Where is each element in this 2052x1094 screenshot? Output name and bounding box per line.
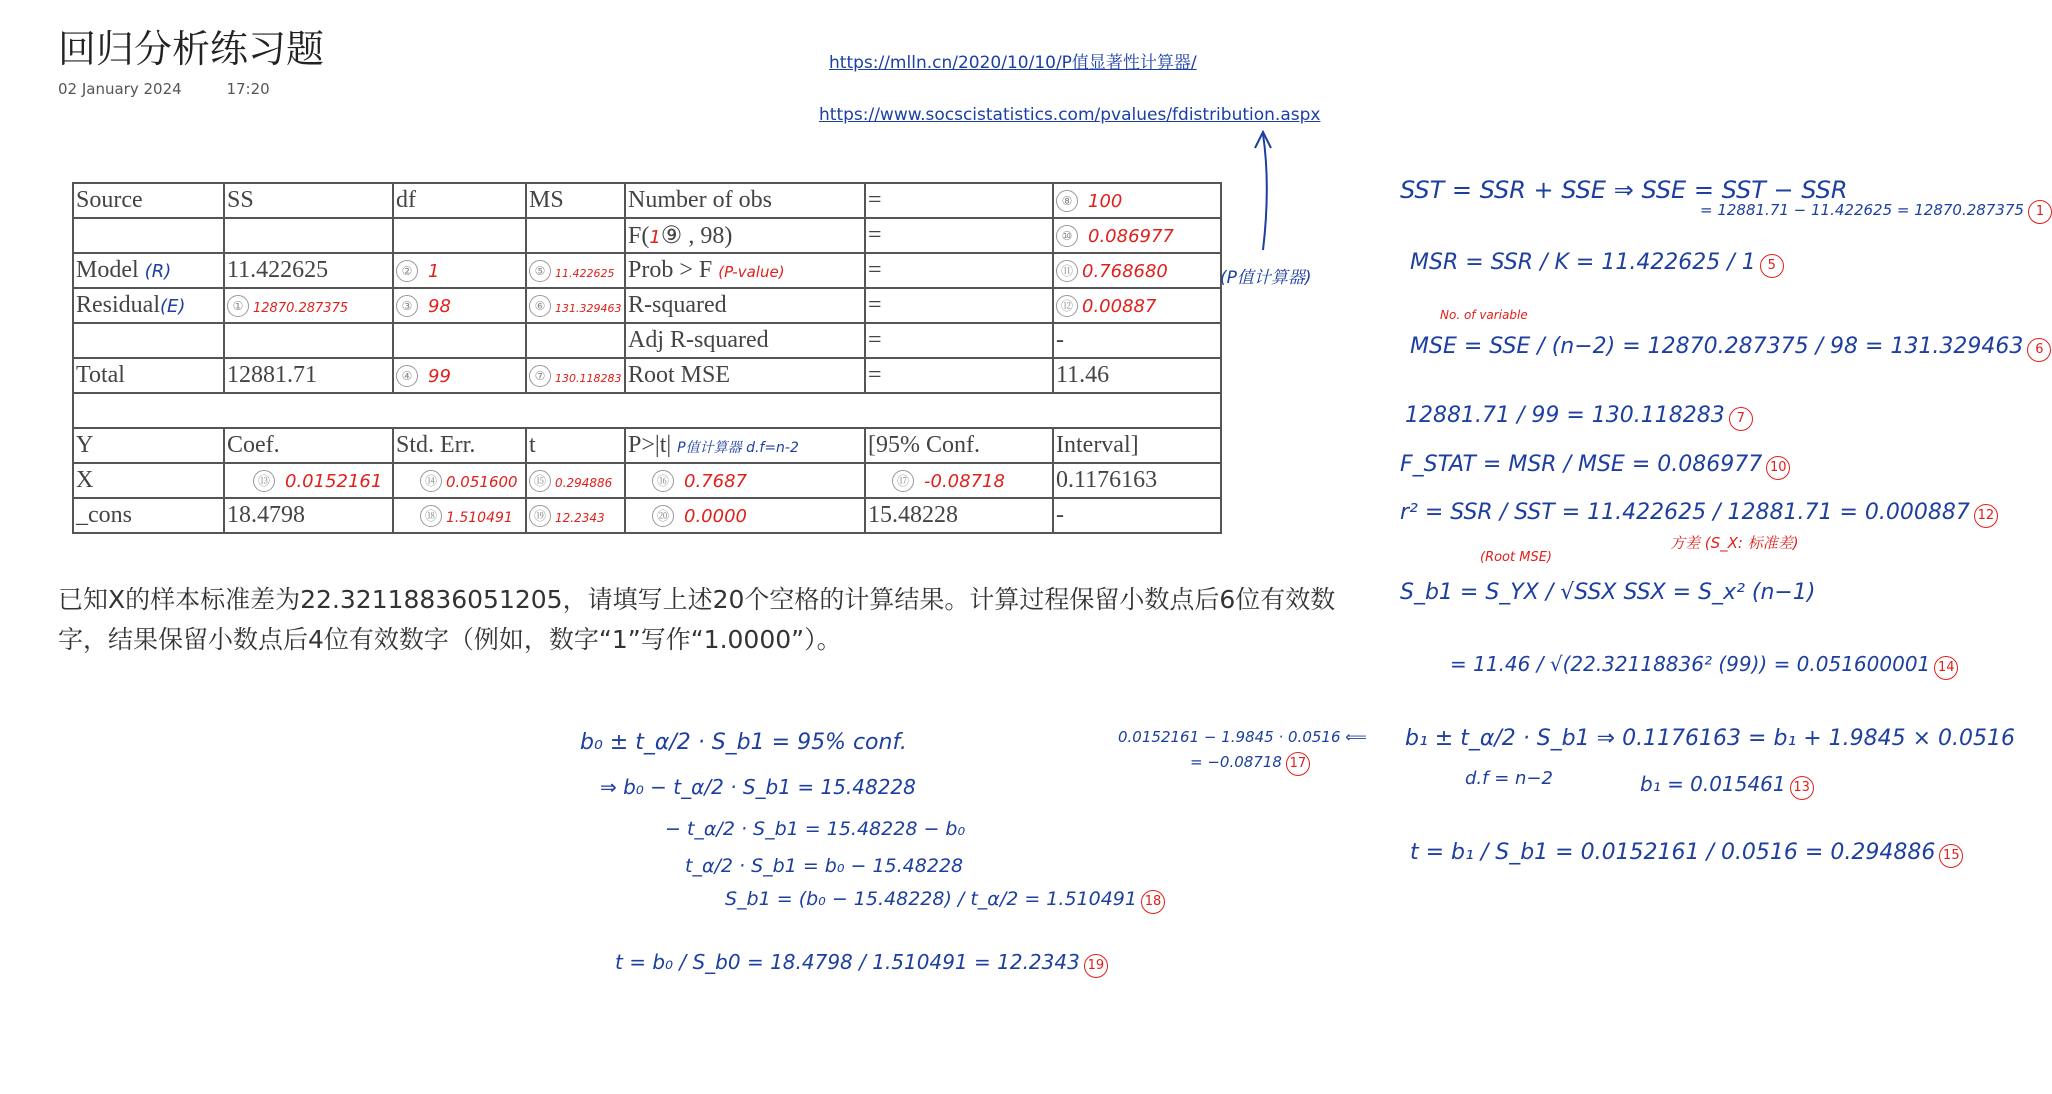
note-rsq bbox=[1400, 500, 1998, 528]
page-meta bbox=[58, 80, 310, 98]
blank-number: ⑳ bbox=[652, 505, 674, 527]
header-ss: SS bbox=[224, 183, 393, 218]
blank-number: ⑤ bbox=[529, 260, 551, 282]
table-row bbox=[73, 323, 1221, 358]
answer: 12870.287375 bbox=[253, 301, 349, 316]
answer: 98 bbox=[428, 296, 451, 317]
note-no-variable: No. of variable bbox=[1440, 308, 1528, 322]
note-text: t_α/2 · S_b1 = b₀ − 15.48228 bbox=[685, 855, 964, 877]
spacer-row bbox=[73, 393, 1221, 428]
blank-number: ① bbox=[227, 295, 249, 317]
note: (E) bbox=[160, 296, 186, 317]
answer: 131.329463 bbox=[555, 302, 622, 315]
label-text: P>|t| bbox=[628, 432, 672, 458]
blank-number: ⑰ bbox=[892, 470, 914, 492]
empty-cell bbox=[526, 323, 625, 358]
blank-number: ⑦ bbox=[529, 365, 551, 387]
table-row bbox=[73, 498, 1221, 533]
note-t-b1 bbox=[1410, 840, 1963, 868]
cell-cons-p bbox=[625, 498, 865, 533]
pvalue-calc-note: (P值计算器) bbox=[1220, 268, 1312, 288]
cell-model-ms bbox=[526, 253, 625, 288]
header-t: t bbox=[526, 428, 625, 463]
note-text: − t_α/2 · S_b1 = 15.48228 − b₀ bbox=[665, 818, 966, 840]
label-total: Total bbox=[73, 358, 224, 393]
header-interval: Interval] bbox=[1053, 428, 1221, 463]
answer: 0.086977 bbox=[1088, 226, 1174, 247]
note-conf-4 bbox=[685, 855, 963, 877]
cell-x-lo bbox=[865, 463, 1053, 498]
answer: 1 bbox=[428, 261, 440, 282]
table-row bbox=[73, 358, 1221, 393]
answer: 0.7687 bbox=[684, 471, 747, 492]
label-adjrsq: Adj R-squared bbox=[625, 323, 865, 358]
note-text: ⇒ b₀ − t_α/2 · S_b1 = 15.48228 bbox=[600, 775, 916, 799]
pvalue-calculator-link[interactable]: https://mlln.cn/2020/10/10/P值显著性计算器/ bbox=[829, 53, 1197, 73]
answer-circle: 10 bbox=[1766, 456, 1790, 480]
answer: 11.422625 bbox=[555, 267, 615, 280]
answer: 0.768680 bbox=[1082, 261, 1168, 282]
answer: 0.00887 bbox=[1082, 296, 1157, 317]
note-sse-calc bbox=[1700, 200, 2052, 224]
table-row bbox=[73, 288, 1221, 323]
label-f bbox=[625, 218, 865, 253]
blank-number: ⑬ bbox=[253, 470, 275, 492]
label-nobs: Number of obs bbox=[625, 183, 865, 218]
cell-total-df bbox=[393, 358, 526, 393]
header-ms: MS bbox=[526, 183, 625, 218]
question-text: 已知X的样本标准差为22.32118836051205，请填写上述20个空格的计算结果。计算过程保留小数点后6位有效数字，结果保留小数点后4位有效数字（例如，数字“1”写作“1.0000”）。 bbox=[58, 585, 1336, 654]
note-text: r² = SSR / SST = 11.422625 / 12881.71 = 0.000887 bbox=[1400, 500, 1970, 525]
note-t-b0 bbox=[615, 950, 1108, 978]
table-row bbox=[73, 463, 1221, 498]
cell-total-ss: 12881.71 bbox=[224, 358, 393, 393]
cell-model-df bbox=[393, 253, 526, 288]
equals: = bbox=[865, 323, 1053, 358]
answer: 12.2343 bbox=[555, 511, 605, 525]
note-text: b₁ ± t_α/2 · S_b1 ⇒ 0.1176163 = b₁ + 1.9845 × 0.0516 bbox=[1405, 726, 2016, 751]
cell-rsq bbox=[1053, 288, 1221, 323]
note-text: = 11.46 / √(22.32118836² (99)) = 0.051600001 bbox=[1450, 652, 1931, 676]
label-x: X bbox=[73, 463, 224, 498]
label-text: Residual bbox=[76, 292, 160, 318]
answer: -0.08718 bbox=[924, 471, 1005, 492]
equals: = bbox=[865, 218, 1053, 253]
note-b1 bbox=[1405, 726, 2015, 751]
note-std-dev: 方差 (S_X: 标准差) bbox=[1670, 534, 1799, 552]
cell-x-coef bbox=[224, 463, 393, 498]
note: (R) bbox=[144, 261, 172, 282]
cell-rootmse: 11.46 bbox=[1053, 358, 1221, 393]
cell-cons-se bbox=[393, 498, 526, 533]
cell-resid-df bbox=[393, 288, 526, 323]
blank-number: ② bbox=[396, 260, 418, 282]
cell-f bbox=[1053, 218, 1221, 253]
note-text: F_STAT = MSR / MSE = 0.086977 bbox=[1400, 452, 1763, 477]
label-cons: _cons bbox=[73, 498, 224, 533]
answer-circle: 15 bbox=[1939, 844, 1963, 868]
blank-number: ⑮ bbox=[529, 470, 551, 492]
note-text: b₁ = 0.015461 bbox=[1640, 772, 1786, 796]
note-text: 0.0152161 − 1.9845 · 0.0516 ⟸ bbox=[1118, 728, 1367, 746]
table-row bbox=[73, 253, 1221, 288]
note-total-ms bbox=[1405, 403, 1753, 431]
note-text: SST = SSR + SSE ⇒ SSE = SST − SSR bbox=[1400, 176, 1848, 204]
answer: 99 bbox=[428, 366, 451, 387]
answer: 0.0152161 bbox=[285, 471, 383, 492]
answer: 1.510491 bbox=[446, 510, 513, 526]
cell-cons-lo: 15.48228 bbox=[865, 498, 1053, 533]
note-conf-3 bbox=[665, 818, 965, 840]
note: P值计算器 d.f=n-2 bbox=[677, 440, 799, 456]
note-root-mse: (Root MSE) bbox=[1480, 550, 1552, 565]
blank-number: ⑫ bbox=[1056, 295, 1078, 317]
header-coef: Coef. bbox=[224, 428, 393, 463]
equals: = bbox=[865, 288, 1053, 323]
blank-number: ③ bbox=[396, 295, 418, 317]
note-df bbox=[1465, 768, 1553, 789]
note-lower-bound bbox=[1118, 728, 1367, 746]
answer-circle: 19 bbox=[1084, 954, 1108, 978]
label-text: F( bbox=[628, 223, 650, 249]
answer-circle: 13 bbox=[1790, 776, 1814, 800]
note-lower-bound-val bbox=[1190, 752, 1310, 776]
note-sb1-calc bbox=[1450, 652, 1958, 680]
answer: 0.0000 bbox=[684, 506, 747, 527]
header-se: Std. Err. bbox=[393, 428, 526, 463]
label-text: ⑨ , 98) bbox=[660, 223, 733, 249]
blank-number: ⑯ bbox=[652, 470, 674, 492]
equals: = bbox=[865, 358, 1053, 393]
note-text: = −0.08718 bbox=[1190, 753, 1282, 771]
header-source: Source bbox=[73, 183, 224, 218]
answer: 0.294886 bbox=[555, 476, 613, 490]
note-conf-2 bbox=[600, 775, 916, 799]
note-text: t = b₀ / S_b0 = 18.4798 / 1.510491 = 12.2343 bbox=[615, 950, 1080, 974]
cell-x-se bbox=[393, 463, 526, 498]
answer-circle: 7 bbox=[1729, 407, 1753, 431]
label-rootmse: Root MSE bbox=[625, 358, 865, 393]
note-fstat bbox=[1400, 452, 1790, 480]
table-row bbox=[73, 218, 1221, 253]
note-text: t = b₁ / S_b1 = 0.0152161 / 0.0516 = 0.294886 bbox=[1410, 840, 1936, 865]
label-model bbox=[73, 253, 224, 288]
label-residual bbox=[73, 288, 224, 323]
arrow-up-icon bbox=[1250, 128, 1280, 258]
blank-number: ⑩ bbox=[1056, 225, 1078, 247]
cell-total-ms bbox=[526, 358, 625, 393]
note-text: = 12881.71 − 11.422625 = 12870.287375 bbox=[1700, 201, 2024, 219]
cell-adjrsq: - bbox=[1053, 323, 1221, 358]
cell-cons-hi: - bbox=[1053, 498, 1221, 533]
cell-x-t bbox=[526, 463, 625, 498]
note-sb0 bbox=[725, 888, 1165, 914]
blank-number: ⑥ bbox=[529, 295, 551, 317]
blank-number: ④ bbox=[396, 365, 418, 387]
answer-circle: 5 bbox=[1760, 254, 1784, 278]
label-text: Prob > F bbox=[628, 257, 713, 283]
equals: = bbox=[865, 183, 1053, 218]
header-y: Y bbox=[73, 428, 224, 463]
empty-cell bbox=[393, 323, 526, 358]
cell-model-ss: 11.422625 bbox=[224, 253, 393, 288]
page-date: 02 January 2024 bbox=[58, 80, 182, 98]
empty-cell bbox=[73, 323, 224, 358]
label-probf bbox=[625, 253, 865, 288]
page-time: 17:20 bbox=[226, 80, 270, 98]
note-text: b₀ ± t_α/2 · S_b1 = 95% conf. bbox=[580, 730, 907, 755]
answer: 100 bbox=[1088, 191, 1123, 212]
table-row bbox=[73, 393, 1221, 428]
answer-circle: 14 bbox=[1934, 656, 1958, 680]
note-b1-val bbox=[1640, 772, 1814, 800]
regression-table bbox=[72, 182, 1222, 534]
cell-nobs bbox=[1053, 183, 1221, 218]
answer-circle: 17 bbox=[1286, 752, 1310, 776]
note-conf bbox=[580, 730, 907, 755]
blank-number: ⑲ bbox=[529, 505, 551, 527]
blank-number: ⑭ bbox=[420, 470, 442, 492]
note-text: d.f = n−2 bbox=[1465, 768, 1553, 789]
cell-cons-t bbox=[526, 498, 625, 533]
table-row bbox=[73, 428, 1221, 463]
answer: 0.051600 bbox=[446, 473, 518, 491]
label-rsq: R-squared bbox=[625, 288, 865, 323]
note-mse bbox=[1410, 334, 2051, 362]
answer-circle: 18 bbox=[1141, 890, 1165, 914]
blank-number: ⑧ bbox=[1056, 190, 1078, 212]
empty-cell bbox=[73, 218, 224, 253]
empty-cell bbox=[526, 218, 625, 253]
empty-cell bbox=[393, 218, 526, 253]
note-text: MSE = SSE / (n−2) = 12870.287375 / 98 = 131.329463 bbox=[1410, 334, 2024, 359]
cell-resid-ms bbox=[526, 288, 625, 323]
cell-resid-ss bbox=[224, 288, 393, 323]
header-conf: [95% Conf. bbox=[865, 428, 1053, 463]
empty-cell bbox=[224, 218, 393, 253]
page-title: 回归分析练习题 bbox=[58, 27, 325, 71]
note-sb1 bbox=[1400, 580, 1815, 605]
cell-x-hi: 0.1176163 bbox=[1053, 463, 1221, 498]
answer-circle: 1 bbox=[2028, 200, 2052, 224]
table-row bbox=[73, 183, 1221, 218]
note-text: S_b1 = S_YX / √SSX SSX = S_x² (n−1) bbox=[1400, 580, 1816, 605]
blank-number: ⑪ bbox=[1056, 260, 1078, 282]
cell-x-p bbox=[625, 463, 865, 498]
blank-number: ⑱ bbox=[420, 505, 442, 527]
note-msr bbox=[1410, 250, 1784, 278]
equals: = bbox=[865, 253, 1053, 288]
header-df: df bbox=[393, 183, 526, 218]
label-text: Model bbox=[76, 257, 139, 283]
fdistribution-link[interactable]: https://www.socscistatistics.com/pvalues/fdistribution.aspx bbox=[819, 105, 1321, 125]
note: (P-value) bbox=[718, 263, 785, 281]
empty-cell bbox=[224, 323, 393, 358]
note-text: S_b1 = (b₀ − 15.48228) / t_α/2 = 1.510491 bbox=[725, 888, 1137, 910]
cell-cons-coef: 18.4798 bbox=[224, 498, 393, 533]
answer: 1 bbox=[649, 227, 661, 248]
header-pt bbox=[625, 428, 865, 463]
note-text: MSR = SSR / K = 11.422625 / 1 bbox=[1410, 250, 1756, 275]
note-text: 12881.71 / 99 = 130.118283 bbox=[1405, 403, 1725, 428]
answer-circle: 12 bbox=[1974, 504, 1998, 528]
answer-circle: 6 bbox=[2027, 338, 2051, 362]
answer: 130.118283 bbox=[555, 372, 622, 385]
cell-probf bbox=[1053, 253, 1221, 288]
